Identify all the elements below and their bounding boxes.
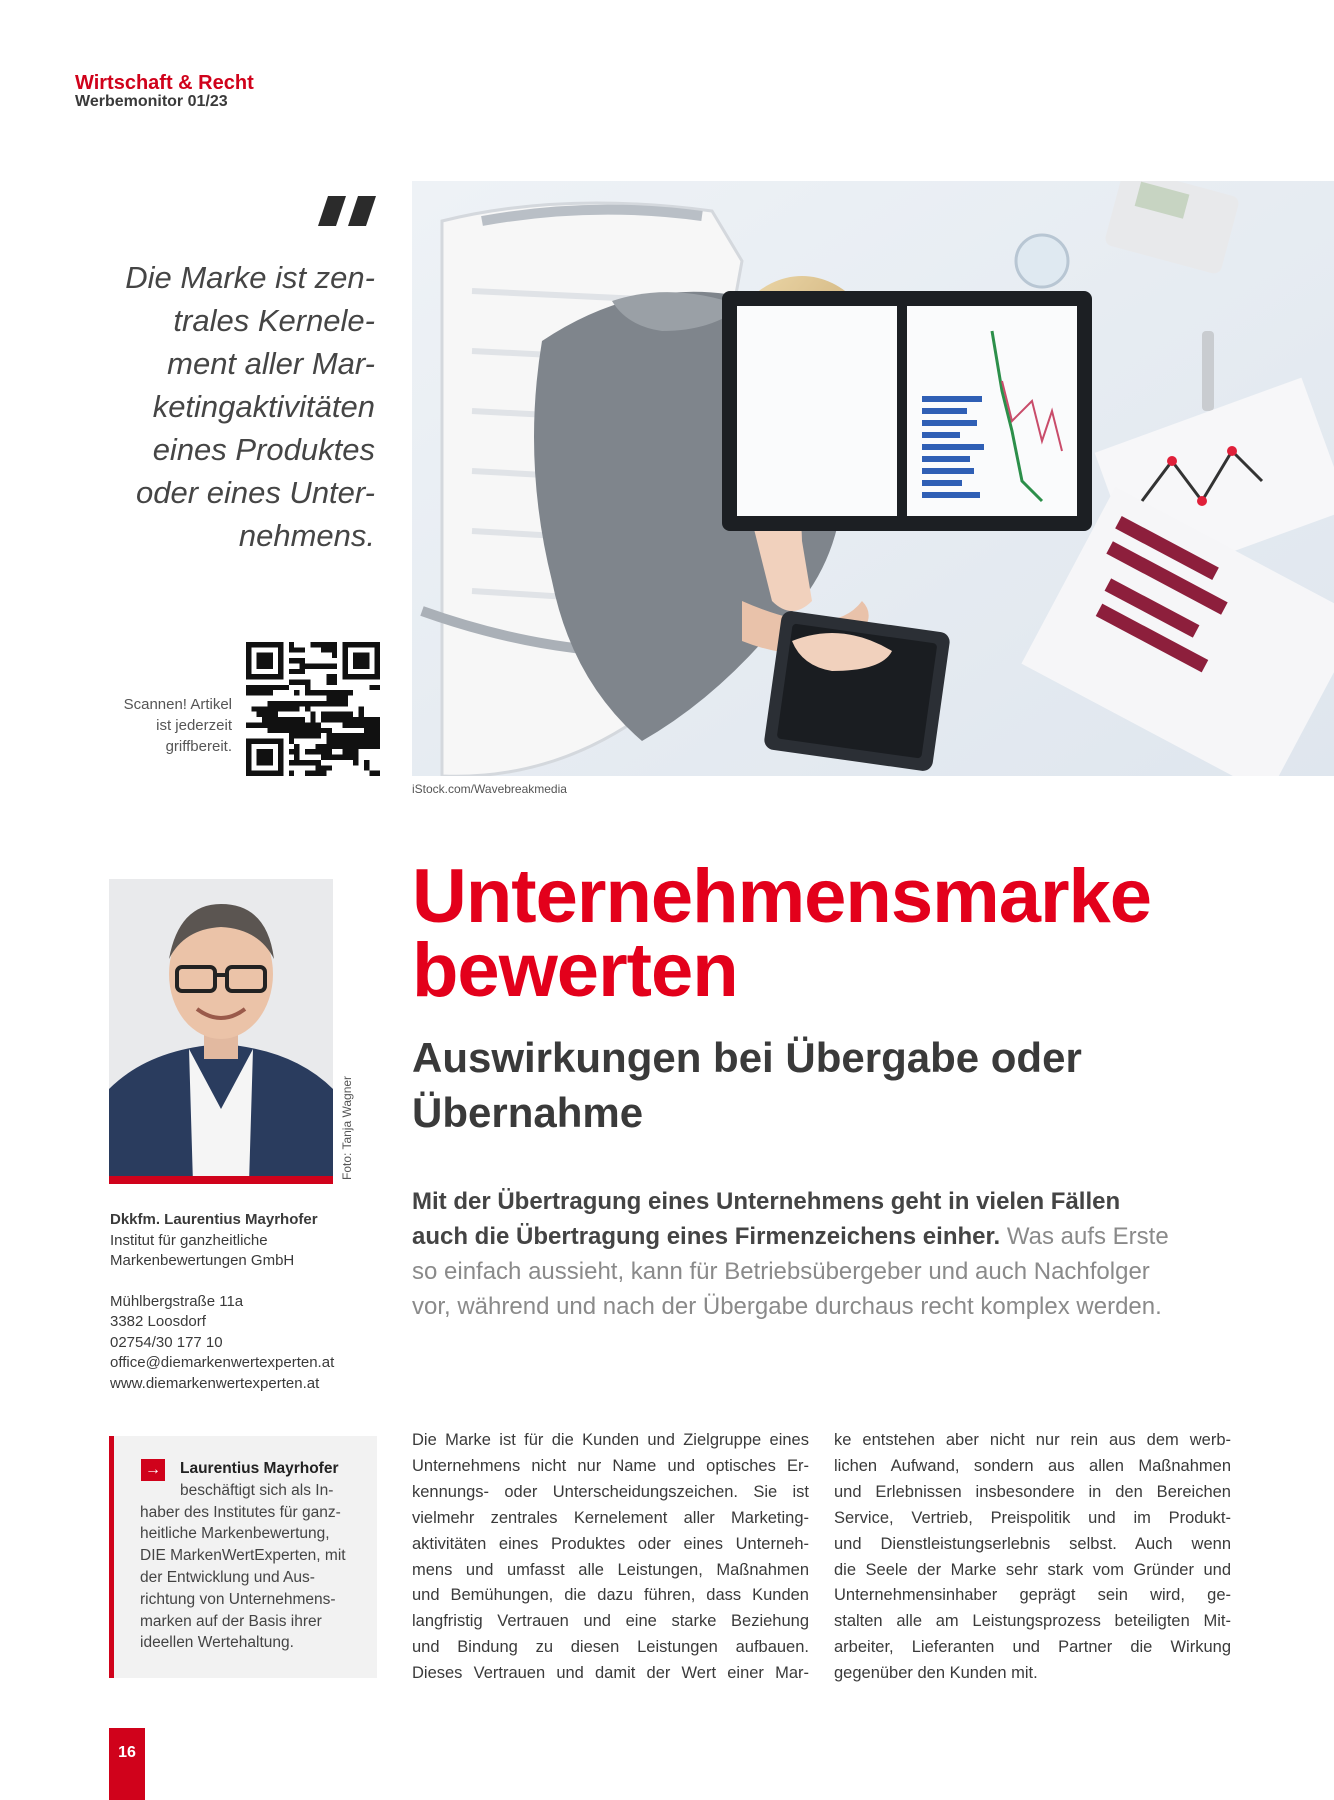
- bio-line: beschäftigt sich als In-: [180, 1481, 334, 1499]
- bio-line: der Entwicklung und Aus-: [140, 1568, 315, 1586]
- page-number-label: 16: [118, 1744, 136, 1761]
- body-line: stalten alle am Leistungsprozess beteiligten Mit-: [834, 1612, 1231, 1631]
- portrait-credit: Foto: Tanja Wagner: [340, 1075, 354, 1180]
- qr-caption: [100, 694, 232, 757]
- quote-mark-icon: [318, 196, 376, 226]
- lead-bold: auch die Übertragung eines Firmenzeichens einher.: [412, 1223, 1001, 1250]
- website-link[interactable]: www.diemarkenwertexperten.at: [110, 1374, 320, 1392]
- body-line: und Erlebnissen insbesondere in den Bereichen: [834, 1482, 1231, 1501]
- body-line: arbeiter, Lieferanten und Partner die Wirkung: [834, 1638, 1231, 1657]
- street: Mühlbergstraße 11a: [110, 1292, 244, 1310]
- bio-line: heitliche Markenbewertung,: [140, 1525, 330, 1543]
- author-contact: [110, 1210, 370, 1394]
- bio-line: haber des Institutes für ganz-: [140, 1503, 341, 1521]
- bio-text: [140, 1458, 372, 1654]
- body-line: gegenüber den Kunden mit.: [834, 1664, 1038, 1683]
- quote-line: trales Kernele-: [173, 303, 375, 338]
- qr-caption-line: ist jederzeit: [156, 717, 232, 734]
- headline-line: bewerten: [412, 928, 738, 1013]
- subhead-line: Auswirkungen bei Übergabe oder: [412, 1034, 1082, 1081]
- quote-line: eines Produktes: [152, 432, 375, 467]
- quote-line: ment aller Mar-: [167, 346, 375, 381]
- bio-line: richtung von Unternehmens-: [140, 1590, 336, 1608]
- city: 3382 Loosdorf: [110, 1313, 206, 1330]
- body-line: Die Marke ist für die Kunden und Zielgruppe eines: [412, 1431, 809, 1449]
- quote-line: oder eines Unter-: [136, 475, 375, 510]
- body-line: aktivitäten eines Produktes oder eines Unterneh-: [412, 1534, 809, 1553]
- photo-credit: iStock.com/Wavebreakmedia: [412, 782, 567, 796]
- qr-code-icon[interactable]: [246, 642, 380, 776]
- body-line: kennungs- oder Unterscheidungszeichen. Sie ist: [412, 1482, 809, 1501]
- phone: 02754/30 177 10: [110, 1333, 223, 1351]
- subhead-line: Übernahme: [412, 1089, 644, 1136]
- pull-quote: [100, 256, 375, 557]
- page-number: [109, 1728, 145, 1800]
- body-line: Unternehmensinhaber geprägt sein wird, ge-: [834, 1586, 1231, 1605]
- body-line: mens und umfasst alle Leistungen, Maßnahmen: [412, 1560, 809, 1579]
- quote-line: nehmens.: [238, 518, 375, 553]
- body-line: Service, Vertrieb, Preispolitik und im Produkt-: [834, 1508, 1231, 1527]
- body-line: Dieses Vertrauen und damit der Wert einer Mar-: [412, 1664, 809, 1683]
- issue-label: Werbemonitor 01/23: [75, 93, 228, 110]
- hero-photo: [412, 181, 1334, 776]
- quote-line: Die Marke ist zen-: [125, 260, 375, 295]
- bio-name: Laurentius Mayrhofer: [180, 1460, 339, 1477]
- org-line: Markenbewertungen GmbH: [110, 1252, 295, 1269]
- org-line: Institut für ganzheitliche: [110, 1231, 268, 1249]
- qr-caption-line: griffbereit.: [165, 738, 232, 755]
- body-line: und Dienstleistungserlebnis selbst. Auch wenn: [834, 1534, 1231, 1553]
- article-subheadline: [412, 1030, 1082, 1140]
- lead-text: Was aufs Erste: [1000, 1223, 1169, 1250]
- body-line: und Bemühungen, die dazu führen, dass Kunden: [412, 1586, 809, 1605]
- body-line: vielmehr zentrales Kernelement aller Marketing-: [412, 1508, 809, 1527]
- body-line: lichen Aufwand, sondern aus allen Maßnahmen: [834, 1456, 1231, 1475]
- bio-line: marken auf der Basis ihrer: [140, 1612, 322, 1630]
- author-name: Dkkfm. Laurentius Mayrhofer: [110, 1211, 318, 1228]
- body-line: langfristig Vertrauen und eine starke Beziehung: [412, 1612, 809, 1631]
- email-link[interactable]: office@diemarkenwertexperten.at: [110, 1354, 335, 1371]
- body-line: ke entstehen aber nicht nur rein aus dem werb-: [834, 1431, 1231, 1449]
- section-title: Wirtschaft & Recht: [75, 72, 254, 94]
- body-line: und Bindung zu diesen Leistungen aufbauen.: [412, 1638, 809, 1657]
- lead-text: so einfach aussieht, kann für Betriebsübergeber und auch Nachfolger: [412, 1258, 1150, 1285]
- author-bio-box: [109, 1436, 377, 1678]
- article-headline: [412, 854, 1152, 1013]
- bio-line: DIE MarkenWertExperten, mit: [140, 1547, 346, 1565]
- lead-bold: Mit der Übertragung eines Unternehmens geht in vielen Fällen: [412, 1188, 1121, 1215]
- quote-line: ketingaktivitäten: [152, 389, 375, 424]
- qr-caption-line: Scannen! Artikel: [123, 696, 232, 713]
- body-line: die Seele der Marke sehr stark vom Gründer und: [834, 1560, 1231, 1579]
- arrow-right-icon: →: [141, 1459, 165, 1481]
- lead-text: vor, während und nach der Übergabe durchaus recht komplex werden.: [412, 1293, 1162, 1320]
- body-column-2: [834, 1428, 1231, 1687]
- body-line: Unternehmens nicht nur Name und optisches Er-: [412, 1456, 809, 1475]
- article-lead: [412, 1184, 1212, 1324]
- body-column-1: [412, 1428, 809, 1687]
- bio-line: ideellen Wertehaltung.: [140, 1634, 294, 1652]
- author-portrait: [109, 879, 333, 1184]
- headline-line: Unternehmensmarke: [412, 854, 1152, 939]
